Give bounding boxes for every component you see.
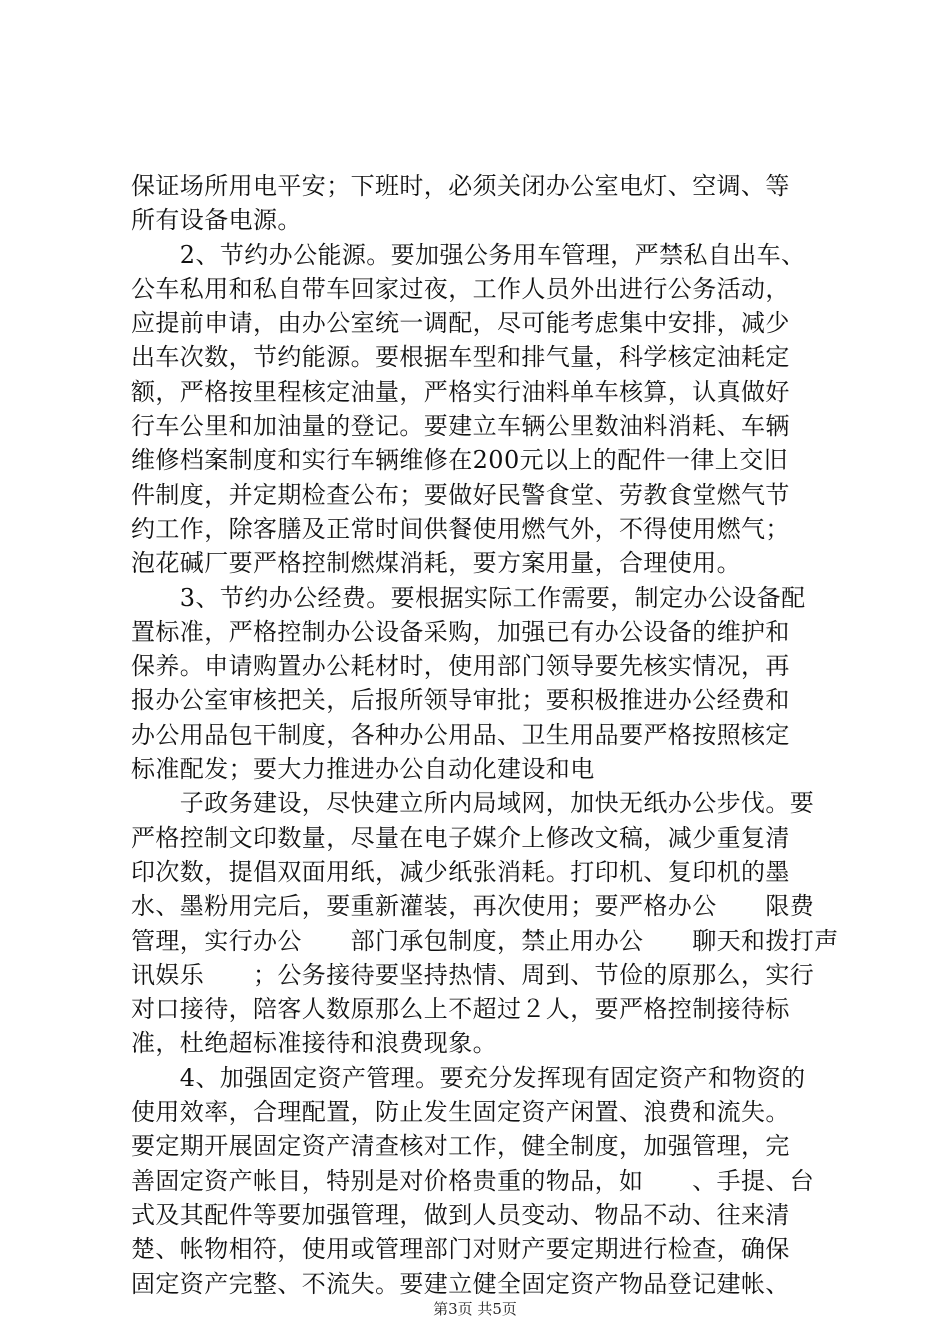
text-line: 行车公里和加油量的登记。要建立车辆公里数油料消耗、车辆: [131, 412, 790, 441]
text-line: 管理，实行办公 部门承包制度，禁止用办公 聊天和拨打声: [131, 926, 839, 955]
text-line: 楚、帐物相符，使用或管理部门对财产要定期进行检查，确保: [131, 1235, 790, 1264]
text-line: 固定资产完整、不流失。要建立健全固定资产物品登记建帐、: [131, 1269, 790, 1298]
text-line: 应提前申请，由办公室统一调配，尽可能考虑集中安排，减少: [131, 309, 790, 338]
text-line: 印次数，提倡双面用纸，减少纸张消耗。打印机、复印机的墨: [131, 857, 790, 886]
text-line: 泡花碱厂要严格控制燃煤消耗，要方案用量，合理使用。: [131, 549, 741, 578]
page-footer: 第3页 共5页: [433, 1300, 517, 1318]
text-line: 办公用品包干制度，各种办公用品、卫生用品要严格按照核定: [131, 720, 790, 749]
text-line: 额，严格按里程核定油量，严格实行油料单车核算，认真做好: [131, 377, 790, 406]
text-line: 出车次数，节约能源。要根据车型和排气量，科学核定油耗定: [131, 343, 790, 372]
text-line: 报办公室审核把关，后报所领导审批；要积极推进办公经费和: [131, 686, 790, 715]
text-line: 约工作，除客膳及正常时间供餐使用燃气外，不得使用燃气；: [131, 514, 790, 543]
text-line: 对口接待，陪客人数原那么上不超过２人，要严格控制接待标: [131, 995, 790, 1024]
text-line: 3、节约办公经费。要根据实际工作需要，制定办公设备配: [131, 583, 806, 612]
text-line: 所有设备电源。: [131, 206, 302, 235]
text-line: 标准配发；要大力推进办公自动化建设和电: [131, 755, 595, 784]
text-line: 善固定资产帐目，特别是对价格贵重的物品，如 、手提、台: [131, 1166, 815, 1195]
text-line: 严格控制文印数量，尽量在电子媒介上修改文稿，减少重复清: [131, 823, 790, 852]
text-line: 要定期开展固定资产清查核对工作，健全制度，加强管理，完: [131, 1132, 790, 1161]
body-text: [131, 169, 839, 1301]
text-line: 置标准，严格控制办公设备采购，加强已有办公设备的维护和: [131, 617, 790, 646]
text-line: 子政务建设，尽快建立所内局域网，加快无纸办公步伐。要: [131, 789, 815, 818]
text-line: 2、节约办公能源。要加强公务用车管理，严禁私自出车、: [131, 240, 806, 269]
text-line: 保证场所用电平安；下班时，必须关闭办公室电灯、空调、等: [131, 172, 790, 200]
text-line: 水、墨粉用完后，要重新灌装，再次使用；要严格办公 限费: [131, 892, 815, 921]
text-line: 件制度，并定期检查公布；要做好民警食堂、劳教食堂燃气节: [131, 480, 790, 509]
text-line: 维修档案制度和实行车辆维修在200元以上的配件一律上交旧: [131, 446, 789, 475]
text-line: 准，杜绝超标准接待和浪费现象。: [131, 1029, 497, 1058]
text-line: 式及其配件等要加强管理，做到人员变动、物品不动、往来清: [131, 1200, 790, 1229]
text-line: 公车私用和私自带车回家过夜，工作人员外出进行公务活动，: [131, 274, 790, 303]
text-line: 4、加强固定资产管理。要充分发挥现有固定资产和物资的: [131, 1063, 806, 1092]
text-line: 使用效率，合理配置，防止发生固定资产闲置、浪费和流失。: [131, 1098, 790, 1127]
text-line: 保养。申请购置办公耗材时，使用部门领导要先核实情况，再: [131, 652, 790, 681]
text-line: 讯娱乐 ；公务接待要坚持热情、周到、节俭的原那么，实行: [131, 960, 815, 989]
